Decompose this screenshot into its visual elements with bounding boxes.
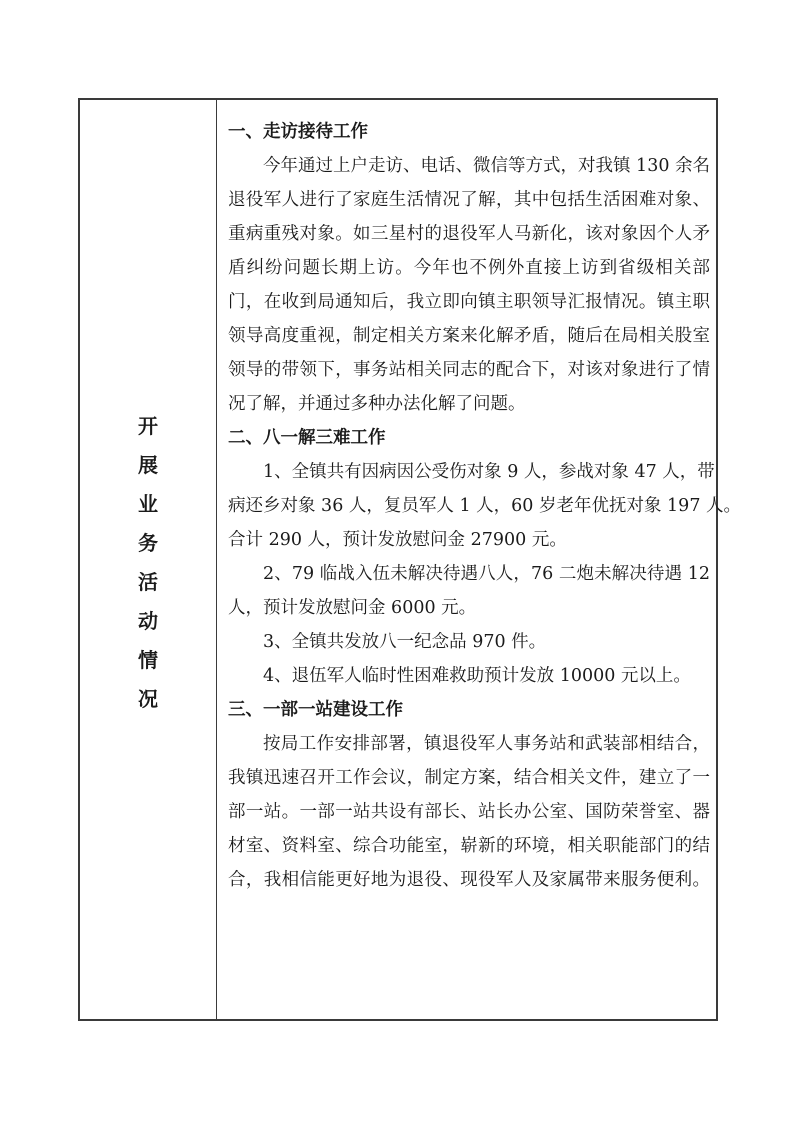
column-divider — [216, 100, 217, 1019]
text-line: 人，预计发放慰问金 6000 元。 — [228, 598, 477, 618]
section-heading: 一、走访接待工作 — [228, 122, 368, 142]
label-char: 业 — [138, 492, 158, 516]
text-line: 部一站。一部一站共设有部长、站长办公室、国防荣誉室、器 — [228, 802, 710, 822]
record-table — [78, 98, 742, 1021]
text-line: 我镇迅速召开工作会议，制定方案，结合相关文件，建立了一 — [228, 768, 710, 788]
text-line: 合，我相信能更好地为退役、现役军人及家属带来服务便利。 — [228, 870, 710, 890]
text-line: 领导的带领下，事务站相关同志的配合下，对该对象进行了情 — [228, 360, 710, 380]
text-line: 今年通过上户走访、电话、微信等方式，对我镇 130 余名 — [263, 156, 711, 176]
row-label — [80, 100, 216, 1019]
text-line: 2、79 临战入伍未解决待遇八人，76 二炮未解决待遇 12 — [263, 564, 710, 584]
text-line: 盾纠纷问题长期上访。今年也不例外直接上访到省级相关部 — [228, 258, 710, 278]
text-line: 3、全镇共发放八一纪念品 970 件。 — [263, 632, 547, 652]
text-line: 按局工作安排部署，镇退役军人事务站和武装部相结合， — [263, 734, 710, 754]
activity-content — [228, 115, 742, 897]
label-char: 活 — [138, 570, 158, 594]
label-char: 动 — [138, 609, 158, 633]
text-line: 病还乡对象 36 人，复员军人 1 人，60 岁老年优抚对象 197 人。 — [228, 496, 742, 516]
text-line: 门，在收到局通知后，我立即向镇主职领导汇报情况。镇主职 — [228, 292, 710, 312]
text-line: 领导高度重视，制定相关方案来化解矛盾，随后在局相关股室 — [228, 326, 710, 346]
label-char: 情 — [138, 648, 158, 672]
section-heading: 三、一部一站建设工作 — [228, 700, 403, 720]
text-line: 退役军人进行了家庭生活情况了解，其中包括生活困难对象、 — [228, 190, 710, 210]
text-line: 4、退伍军人临时性困难救助预计发放 10000 元以上。 — [263, 666, 691, 686]
text-line: 合计 290 人，预计发放慰问金 27900 元。 — [228, 530, 567, 550]
label-char: 况 — [138, 687, 158, 711]
label-char: 务 — [138, 531, 158, 555]
label-char: 开 — [138, 414, 158, 438]
label-char: 展 — [138, 453, 158, 477]
text-line: 重病重残对象。如三星村的退役军人马新化，该对象因个人矛 — [228, 224, 710, 244]
text-line: 材室、资料室、综合功能室，崭新的环境，相关职能部门的结 — [228, 836, 710, 856]
text-line: 况了解，并通过多种办法化解了问题。 — [228, 394, 526, 414]
text-line: 1、全镇共有因病因公受伤对象 9 人，参战对象 47 人，带 — [263, 462, 715, 482]
section-heading: 二、八一解三难工作 — [228, 428, 386, 448]
